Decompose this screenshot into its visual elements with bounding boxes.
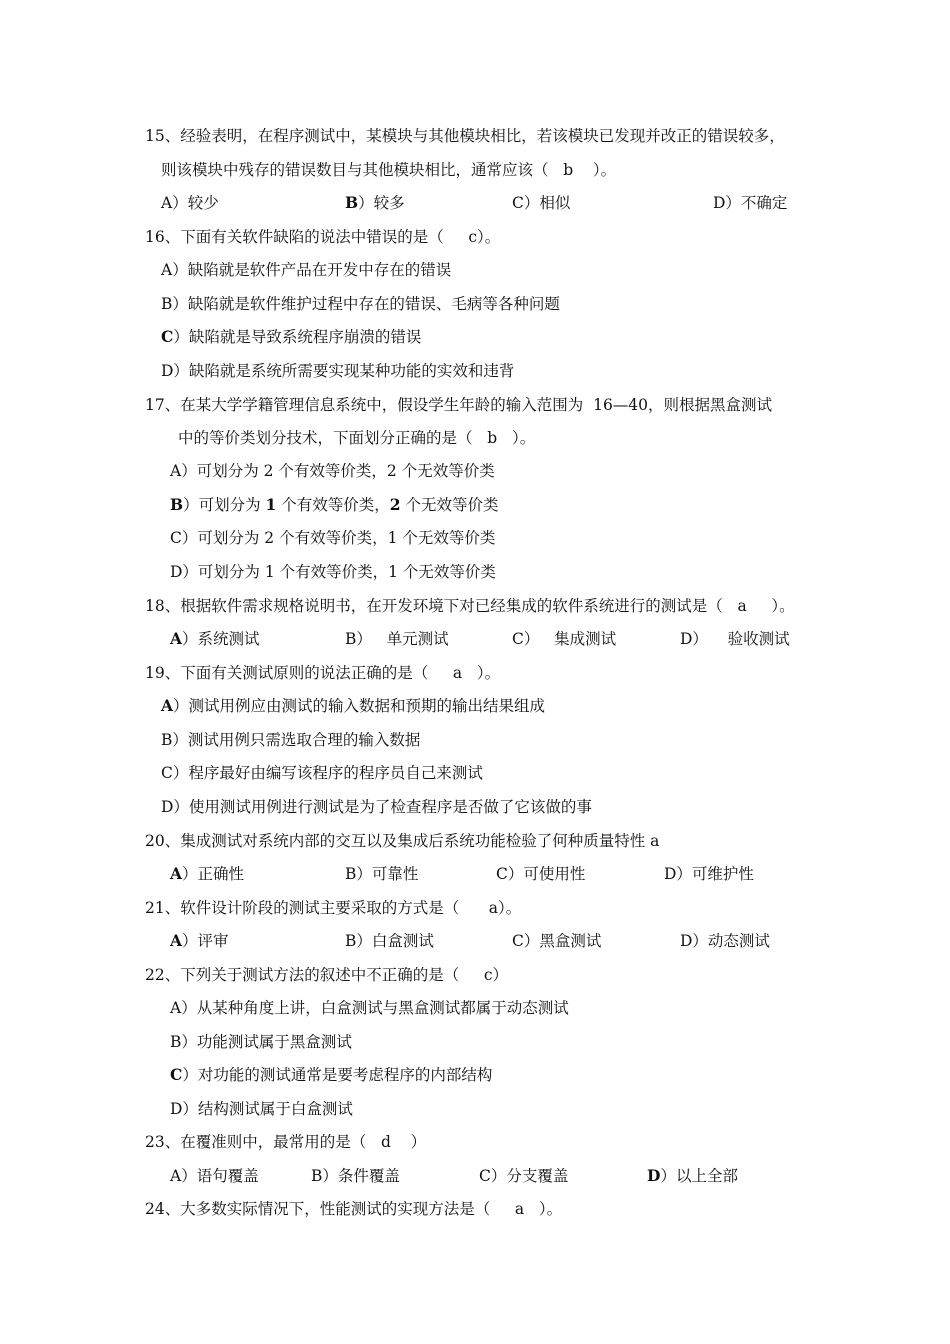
q18-option-b: B） 单元测试 (345, 630, 449, 648)
q15-stem-line2: 则该模块中残存的错误数目与其他模块相比，通常应该（ b ）。 (161, 161, 617, 179)
q18-option-a (170, 629, 260, 649)
q15-option-a: A）较少 (161, 194, 219, 212)
q15-stem-line1: 15、经验表明，在程序测试中，某模块与其他模块相比，若该模块已发现并改正的错误较多， (145, 127, 785, 145)
q23-option-d-letter: D (647, 1166, 661, 1185)
q20-option-c: C）可使用性 (496, 865, 586, 883)
q15-option-b-text: ）较多 (358, 194, 405, 212)
q19-option-a-letter: A (161, 696, 174, 715)
q17-option-b-post: 个无效等价类 (400, 496, 499, 514)
q24-stem: 24、大多数实际情况下，性能测试的实现方法是（ a ）。 (145, 1200, 563, 1218)
q22-option-c (170, 1065, 492, 1085)
q21-option-c: C）黑盒测试 (512, 932, 602, 950)
q15-option-b (345, 193, 405, 213)
q22-option-b: B）功能测试属于黑盒测试 (170, 1033, 352, 1051)
q17-option-b-n2: 2 (389, 495, 401, 514)
q19-option-c: C）程序最好由编写该程序的程序员自己来测试 (161, 764, 483, 782)
q17-option-b (170, 495, 499, 515)
q17-option-d: D）可划分为 1 个有效等价类，1 个无效等价类 (170, 563, 496, 581)
q16-option-c-letter: C (161, 327, 174, 346)
q20-option-a-letter: A (170, 864, 183, 883)
q20-stem: 20、集成测试对系统内部的交互以及集成后系统功能检验了何种质量特性 a (145, 832, 660, 850)
q20-option-d: D）可维护性 (664, 865, 754, 883)
q23-option-a: A）语句覆盖 (170, 1167, 259, 1185)
q19-stem: 19、下面有关测试原则的说法正确的是（ a ）。 (145, 664, 501, 682)
q18-option-a-text: ）系统测试 (182, 630, 260, 648)
q23-option-d (647, 1166, 738, 1186)
q19-option-a-text: ）测试用例应由测试的输入数据和预期的输出结果组成 (173, 697, 546, 715)
q21-option-d: D）动态测试 (680, 932, 770, 950)
q20-option-a-text: ）正确性 (182, 865, 245, 883)
q19-option-d: D）使用测试用例进行测试是为了检查程序是否做了它该做的事 (161, 798, 592, 816)
q15-option-c: C）相似 (512, 194, 571, 212)
q23-option-b: B）条件覆盖 (311, 1167, 400, 1185)
q17-stem-line1: 17、在某大学学籍管理信息系统中，假设学生年龄的输入范围为 16—40，则根据黑盒测试 (145, 396, 773, 414)
q22-option-d: D）结构测试属于白盒测试 (170, 1100, 353, 1118)
q17-option-b-mid: 个有效等价类， (276, 496, 390, 514)
q23-stem: 23、在覆准则中，最常用的是（ d ） (145, 1133, 427, 1151)
q22-option-c-letter: C (170, 1065, 183, 1084)
q16-option-a: A）缺陷就是软件产品在开发中存在的错误 (161, 261, 452, 279)
q16-option-b: B）缺陷就是软件维护过程中存在的错误、毛病等各种问题 (161, 295, 560, 313)
q17-option-c: C）可划分为 2 个有效等价类，1 个无效等价类 (170, 529, 496, 547)
q18-stem: 18、根据软件需求规格说明书，在开发环境下对已经集成的软件系统进行的测试是（ a ）。 (145, 597, 795, 615)
q18-option-a-letter: A (170, 629, 183, 648)
q22-stem: 22、下列关于测试方法的叙述中不正确的是（ c） (145, 966, 509, 984)
q15-option-d: D）不确定 (713, 194, 788, 212)
q16-stem: 16、下面有关软件缺陷的说法中错误的是（ c）。 (145, 228, 501, 246)
q22-option-a: A）从某种角度上讲，白盒测试与黑盒测试都属于动态测试 (170, 999, 569, 1017)
q21-option-b: B）白盒测试 (345, 932, 434, 950)
q16-option-d: D）缺陷就是系统所需要实现某种功能的实效和违背 (161, 362, 515, 380)
q21-stem: 21、软件设计阶段的测试主要采取的方式是（ a）。 (145, 899, 522, 917)
q21-option-a-text: ）评审 (182, 932, 229, 950)
q19-option-b: B）测试用例只需选取合理的输入数据 (161, 731, 421, 749)
q17-option-b-pre: ）可划分为 (183, 496, 266, 514)
q16-option-c-text: ）缺陷就是导致系统程序崩溃的错误 (173, 328, 422, 346)
q23-option-c: C）分支覆盖 (479, 1167, 569, 1185)
q19-option-a (161, 696, 545, 716)
q17-option-a: A）可划分为 2 个有效等价类，2 个无效等价类 (170, 462, 495, 480)
q16-option-c (161, 327, 421, 347)
q15-option-b-letter: B (345, 193, 359, 212)
q23-option-d-text: ）以上全部 (660, 1167, 738, 1185)
q22-option-c-text: ）对功能的测试通常是要考虑程序的内部结构 (182, 1066, 493, 1084)
q21-option-a-letter: A (170, 931, 183, 950)
q20-option-b: B）可靠性 (345, 865, 419, 883)
q17-option-b-n1: 1 (265, 495, 277, 514)
q21-option-a (170, 931, 229, 951)
q18-option-c: C） 集成测试 (512, 630, 617, 648)
q17-stem-line2: 中的等价类划分技术，下面划分正确的是（ b ）。 (178, 429, 536, 447)
q20-option-a (170, 864, 244, 884)
q18-option-d: D） 验收测试 (680, 630, 790, 648)
q17-option-b-letter: B (170, 495, 184, 514)
